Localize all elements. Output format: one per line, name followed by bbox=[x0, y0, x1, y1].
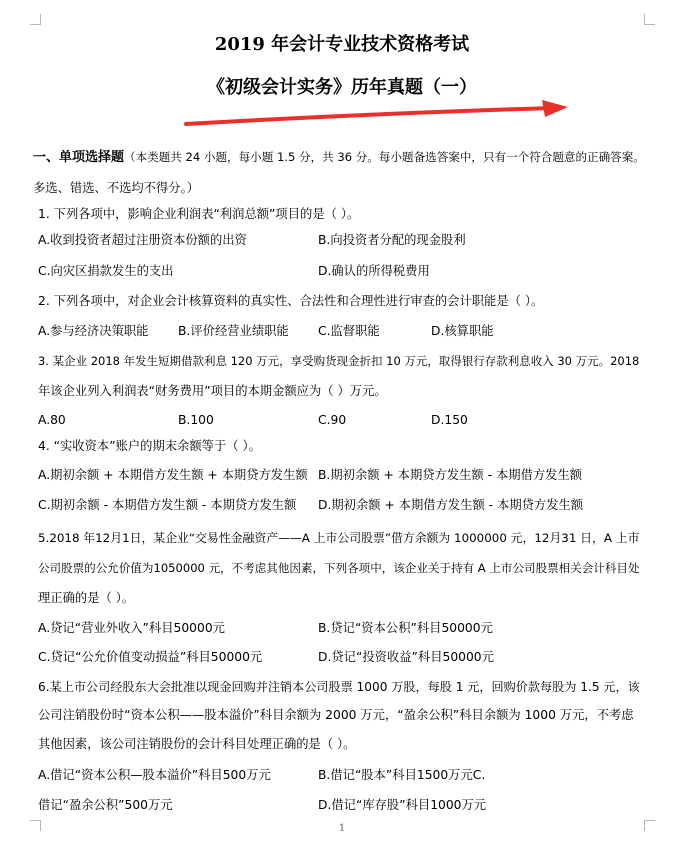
question-3-option-a: A.80 bbox=[38, 413, 66, 427]
question-5-option-b: B.贷记“资本公积”科目50000元 bbox=[318, 621, 493, 635]
question-4-option-c: C.期初余额 - 本期借方发生额 - 本期贷方发生额 bbox=[38, 498, 297, 512]
question-2-option-d: D.核算职能 bbox=[431, 324, 494, 338]
question-2-option-b: B.评价经营业绩职能 bbox=[178, 324, 289, 338]
question-6-stem-line-2: 公司注销股份时“资本公积——股本溢价”科目余额为 2000 万元，“盈余公积”科目余额为 1000 万元，不考虑 bbox=[38, 708, 634, 722]
question-5-stem-line-1: 5.2018 年12月1日，某企业“交易性金融资产——A 上市公司股票”借方余额为 1000000 元，12月31 日，A 上市 bbox=[38, 531, 640, 545]
margin-corner-top-right bbox=[644, 14, 655, 25]
question-3-stem-line-2: 年该企业列入利润表“财务费用”项目的本期金额应为（ ）万元。 bbox=[38, 384, 387, 398]
question-3-stem-line-1: 3. 某企业 2018 年发生短期借款利息 120 万元，享受购货现金折扣 10 万元，取得银行存款利息收入 30 万元。2018 bbox=[38, 354, 640, 368]
question-4-stem: 4. “实收资本”账户的期末余额等于（ ）。 bbox=[38, 439, 261, 453]
section-heading: 一、单项选择题 bbox=[33, 150, 125, 165]
question-6-option-c: 借记“盈余公积”500万元 bbox=[38, 798, 173, 812]
section-header bbox=[33, 149, 645, 166]
question-1-option-b: B.向投资者分配的现金股利 bbox=[318, 233, 466, 247]
question-5-option-a: A.贷记“营业外收入”科目50000元 bbox=[38, 621, 225, 635]
question-3-option-b: B.100 bbox=[178, 413, 214, 427]
question-4-option-a: A.期初余额 + 本期借方发生额 + 本期贷方发生额 bbox=[38, 468, 308, 482]
question-3-option-c: C.90 bbox=[318, 413, 347, 427]
section-note: （本类题共 24 小题，每小题 1.5 分，共 36 分。每小题备选答案中，只有一个符合题意的正确答案。 bbox=[124, 150, 645, 164]
question-6-option-b: B.借记“股本”科目1500万元C. bbox=[318, 768, 486, 782]
section-note-continued: 多选、错选、不选均不得分。） bbox=[33, 181, 200, 195]
question-6-stem-line-3: 其他因素，该公司注销股份的会计科目处理正确的是（ ）。 bbox=[38, 737, 356, 751]
question-4-option-d: D.期初余额 + 本期借方发生额 - 本期贷方发生额 bbox=[318, 498, 584, 512]
question-5-stem-line-2: 公司股票的公允价值为1050000 元，不考虑其他因素，下列各项中，该企业关于持有 A 上市公司股票相关会计科目处 bbox=[38, 561, 640, 575]
question-1-stem: 1. 下列各项中，影响企业利润表“利润总额”项目的是（ ）。 bbox=[38, 207, 360, 221]
title-line-2: 《初级会计实务》历年真题（一） bbox=[207, 77, 477, 98]
question-5-stem-line-3: 理正确的是（ ）。 bbox=[38, 591, 135, 605]
question-4-option-b: B.期初余额 + 本期贷方发生额 - 本期借方发生额 bbox=[318, 468, 583, 482]
question-1-option-d: D.确认的所得税费用 bbox=[318, 264, 430, 278]
question-2-option-a: A.参与经济决策职能 bbox=[38, 324, 149, 338]
question-6-option-a: A.借记“资本公积—股本溢价”科目500万元 bbox=[38, 768, 271, 782]
title-line-1: 2019 年会计专业技术资格考试 bbox=[214, 34, 470, 55]
question-2-option-c: C.监督职能 bbox=[318, 324, 380, 338]
red-arrow-decoration bbox=[180, 100, 575, 132]
question-2-stem: 2. 下列各项中，对企业会计核算资料的真实性、合法性和合理性进行审查的会计职能是（ ）。 bbox=[38, 294, 544, 308]
question-6-option-d: D.借记“库存股”科目1000万元 bbox=[318, 798, 487, 812]
question-6-stem-line-1: 6.某上市公司经股东大会批准以现金回购并注销本公司股票 1000 万股，每股 1 元，回购价款每股为 1.5 元，该 bbox=[38, 680, 640, 694]
question-1-option-c: C.向灾区捐款发生的支出 bbox=[38, 264, 174, 278]
question-5-option-d: D.贷记“投资收益”科目50000元 bbox=[318, 650, 494, 664]
question-1-option-a: A.收到投资者超过注册资本份额的出资 bbox=[38, 233, 247, 247]
question-5-option-c: C.贷记“公允价值变动损益”科目50000元 bbox=[38, 650, 263, 664]
page-number: 1 bbox=[338, 823, 346, 834]
question-3-option-d: D.150 bbox=[431, 413, 468, 427]
margin-corner-top-left bbox=[30, 14, 41, 25]
